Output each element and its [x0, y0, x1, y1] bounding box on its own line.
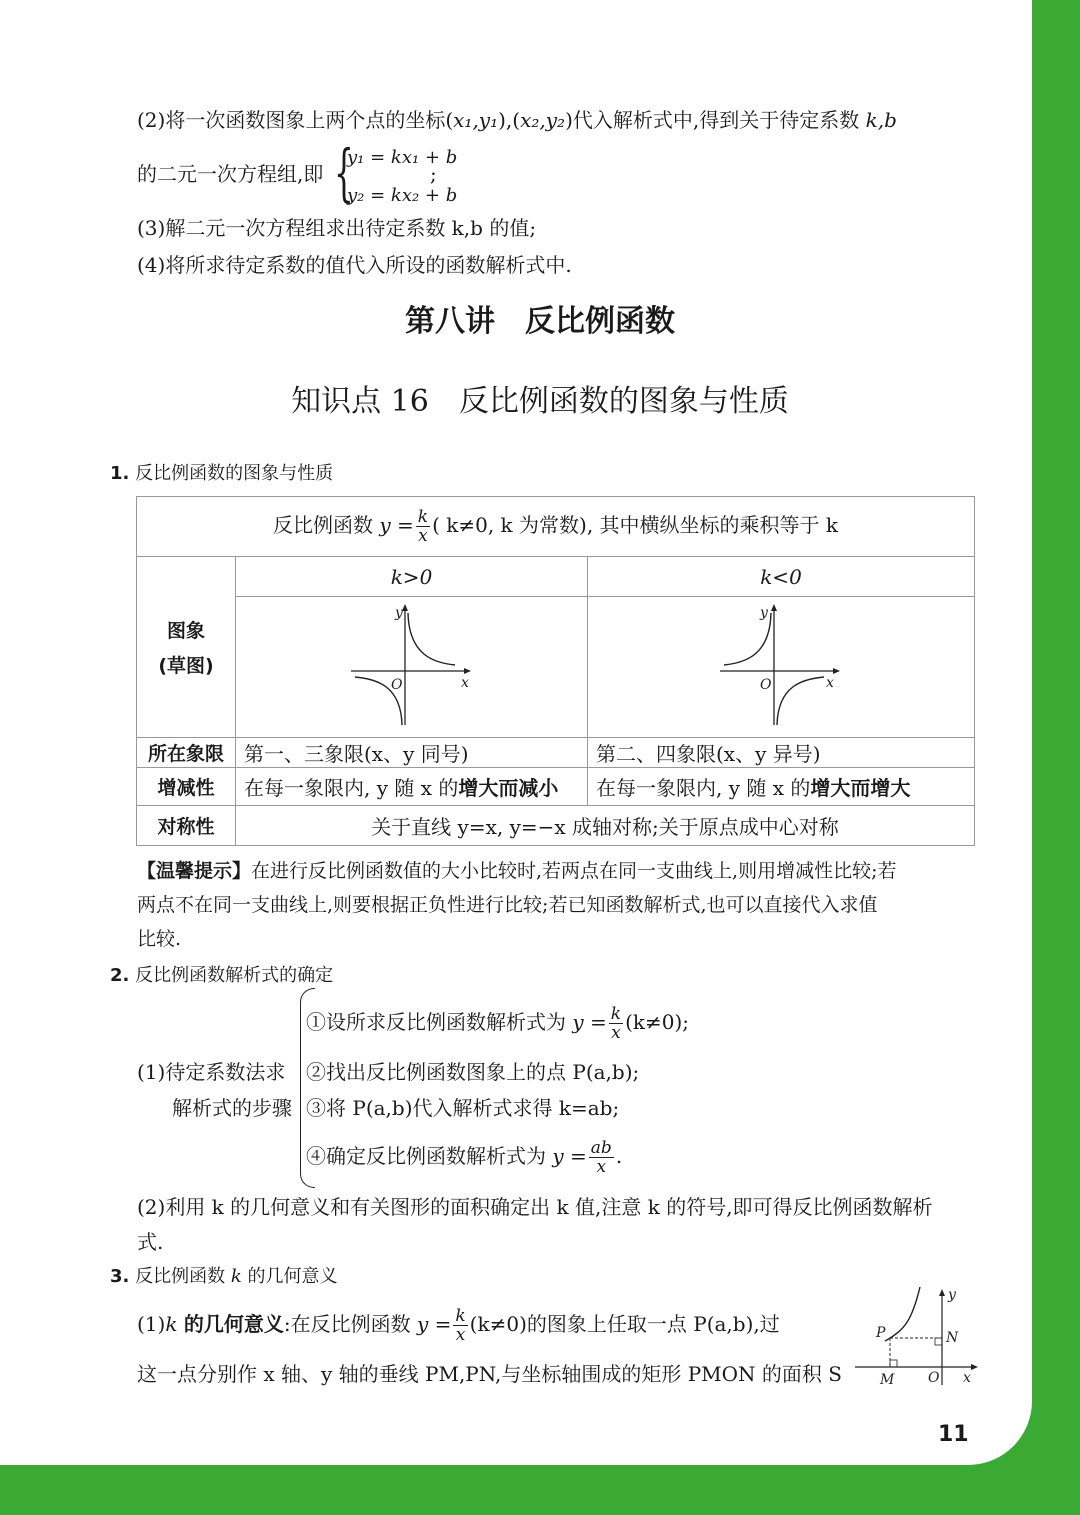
intro-line-4: (4)将所求待定系数的值代入所设的函数解析式中.: [137, 253, 572, 277]
geometry-line-2: 这一点分别作 x 轴、y 轴的垂线 PM,PN,与坐标轴围成的矩形 PMON 的面积 S: [137, 1362, 842, 1386]
graph-k-negative: [716, 601, 846, 729]
quadrant-positive: 第一、三象限(x、y 同号): [236, 738, 588, 768]
fig-p-label: P: [876, 1325, 886, 1341]
intro-line-3: (3)解二元一次方程组求出待定系数 k,b 的值;: [137, 216, 537, 240]
page-number: 11: [938, 1422, 969, 1447]
geometry-line-1: (1)k 的几何意义:在反比例函数 y = $\frac{k}{x}$ (k≠0)的图象上任取一点 P(a,b),过: [137, 1306, 780, 1345]
equation-2: y₂ = kx₂ + b: [347, 185, 458, 206]
section-title: 知识点 16 反比例函数的图象与性质: [291, 384, 789, 419]
equation-1: y₁ = kx₁ + b: [347, 147, 458, 168]
monotonic-negative: 在每一象限内, y 随 x 的增大而增大: [588, 768, 975, 806]
method-2-line-2: 式.: [137, 1230, 164, 1254]
fig-y-label: y: [948, 1287, 956, 1303]
step-3: ③将 P(a,b)代入解析式求得 k=ab;: [306, 1096, 620, 1120]
heading-2: 2. 反比例函数解析式的确定: [110, 965, 334, 986]
quadrant-row-label: 所在象限: [137, 738, 236, 768]
fig-n-label: N: [946, 1330, 959, 1346]
system-brace: {: [334, 136, 354, 209]
tip-line-3: 比较.: [137, 928, 182, 950]
monotonic-row-label: 增减性: [137, 768, 236, 806]
col-header-positive: k>0: [236, 557, 588, 597]
fig-origin-label: O: [928, 1370, 940, 1386]
graph-k-positive: [347, 601, 477, 729]
intro-line-2: 的二元一次方程组,即: [137, 162, 324, 186]
method-2-line-1: (2)利用 k 的几何意义和有关图形的面积确定出 k 值,注意 k 的符号,即可得反比例函数解析: [137, 1195, 933, 1219]
graph-row-label: 图象 (草图): [137, 557, 236, 738]
table-top-row: 反比例函数 y = $\frac{k}{x}$ ( k≠0, k 为常数), 其中横纵坐标的乘积等于 k: [137, 497, 975, 557]
origin-label: O: [760, 676, 772, 693]
method-label-2: 解析式的步骤: [172, 1096, 292, 1120]
col-header-negative: k<0: [588, 557, 975, 597]
step-1: ①设所求反比例函数解析式为 y = $\frac{k}{x}$ (k≠0);: [306, 1004, 690, 1043]
tip-line-2: 两点不在同一支曲线上,则要根据正负性进行比较;若已知函数解析式,也可以直接代入求值: [137, 894, 878, 916]
equation-end: ;: [430, 162, 437, 186]
step-2: ②找出反比例函数图象上的点 P(a,b);: [306, 1060, 640, 1084]
tip-line-1: 【温馨提示】在进行反比例函数值的大小比较时,若两点在同一支曲线上,则用增减性比较;若: [137, 860, 897, 882]
graph-positive-cell: [236, 597, 588, 738]
quadrant-negative: 第二、四象限(x、y 异号): [588, 738, 975, 768]
axis-x-label: x: [826, 674, 834, 691]
fig-x-label: x: [963, 1370, 971, 1386]
symmetry-row-label: 对称性: [137, 806, 236, 846]
fig-m-label: M: [880, 1372, 895, 1388]
monotonic-positive: 在每一象限内, y 随 x 的增大而减小: [236, 768, 588, 806]
step-4: ④确定反比例函数解析式为 y = $\frac{ab}{x}$ .: [306, 1138, 623, 1177]
origin-label: O: [390, 676, 402, 693]
axis-x-label: x: [460, 674, 469, 691]
geometry-figure: [850, 1285, 985, 1390]
heading-3: 3. 反比例函数 k 的几何意义: [110, 1266, 338, 1287]
axis-y-label: y: [760, 604, 768, 621]
axis-y-label: y: [394, 604, 403, 621]
symmetry-cell: 关于直线 y=x, y=−x 成轴对称;关于原点成中心对称: [236, 806, 975, 846]
properties-table: [136, 496, 975, 846]
method-label-1: (1)待定系数法求: [137, 1060, 286, 1084]
heading-1: 1. 反比例函数的图象与性质: [110, 463, 334, 484]
intro-line-1: (2)将一次函数图象上两个点的坐标(x₁,y₁),(x₂,y₂)代入解析式中,得到关于待定系数 k,b: [137, 108, 897, 132]
graph-negative-cell: [588, 597, 975, 738]
chapter-title: 第八讲 反比例函数: [405, 304, 675, 339]
